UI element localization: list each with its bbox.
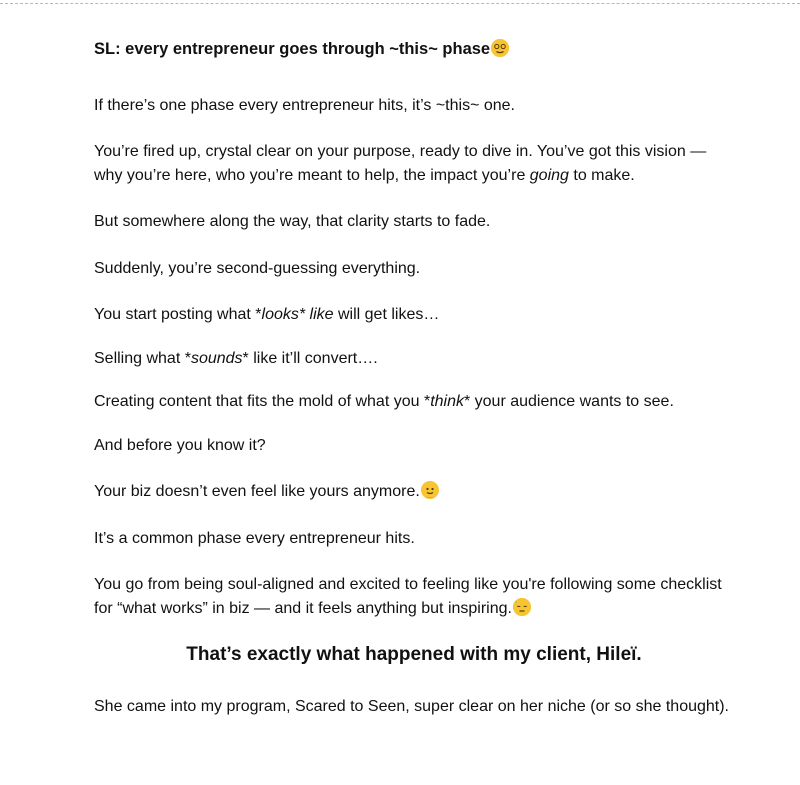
paragraph-2-text-end: to make. <box>568 166 635 184</box>
dizzy-face-emoji-icon <box>491 39 509 57</box>
paragraph-7 <box>94 390 734 414</box>
paragraph-12: She came into my program, Scared to Seen, super clear on her niche (or so she thought). <box>94 697 729 715</box>
paragraph-6 <box>94 347 734 371</box>
paragraph-7-emphasis: think <box>430 393 464 410</box>
paragraph-6-text-end: * like it’ll convert…. <box>242 349 378 367</box>
paragraph-2-text: You’re fired up, crystal clear on your purpose, ready to dive in. You’ve got this vision — why you’re here, who you’re meant to help, the impact you’re <box>94 143 707 184</box>
page-top-edge <box>0 0 800 4</box>
paragraph-9-text: Your biz doesn’t even feel like yours anymore. <box>94 483 420 500</box>
paragraph-5-text-end: will get likes… <box>333 306 440 323</box>
paragraph-2-emphasis: going <box>529 166 569 184</box>
paragraph-10: It’s a common phase every entrepreneur hits. <box>94 529 415 547</box>
paragraph-8: And before you know it? <box>94 436 266 454</box>
document-body <box>94 38 734 718</box>
paragraph-11-text: You go from being soul-aligned and excited to feeling like you're following some checklist for “what works” in biz — and it feels anything but inspiring. <box>94 576 722 617</box>
paragraph-11 <box>94 573 734 620</box>
downcast-sweat-face-emoji-icon <box>513 598 531 616</box>
paragraph-5-text: You start posting what * <box>94 306 262 323</box>
paragraph-2 <box>94 140 734 187</box>
paragraph-4: Suddenly, you’re second-guessing everything. <box>94 259 421 277</box>
paragraph-3: But somewhere along the way, that clarity starts to fade. <box>94 213 491 230</box>
paragraph-5-emphasis: looks* like <box>261 306 334 323</box>
subject-line-title <box>94 38 734 62</box>
paragraph-7-text: Creating content that fits the mold of what you * <box>94 393 431 410</box>
paragraph-6-emphasis: sounds <box>190 349 243 367</box>
melting-face-emoji-icon <box>421 481 439 499</box>
paragraph-9 <box>94 480 734 504</box>
subheading: That’s exactly what happened with my client, Hileï. <box>186 644 642 665</box>
paragraph-6-text: Selling what * <box>94 349 191 367</box>
paragraph-7-text-end: * your audience wants to see. <box>463 393 674 410</box>
paragraph-5 <box>94 303 734 327</box>
paragraph-1: If there’s one phase every entrepreneur hits, it’s ~this~ one. <box>94 96 515 114</box>
title-text: SL: every entrepreneur goes through ~this~ phase <box>94 40 491 58</box>
